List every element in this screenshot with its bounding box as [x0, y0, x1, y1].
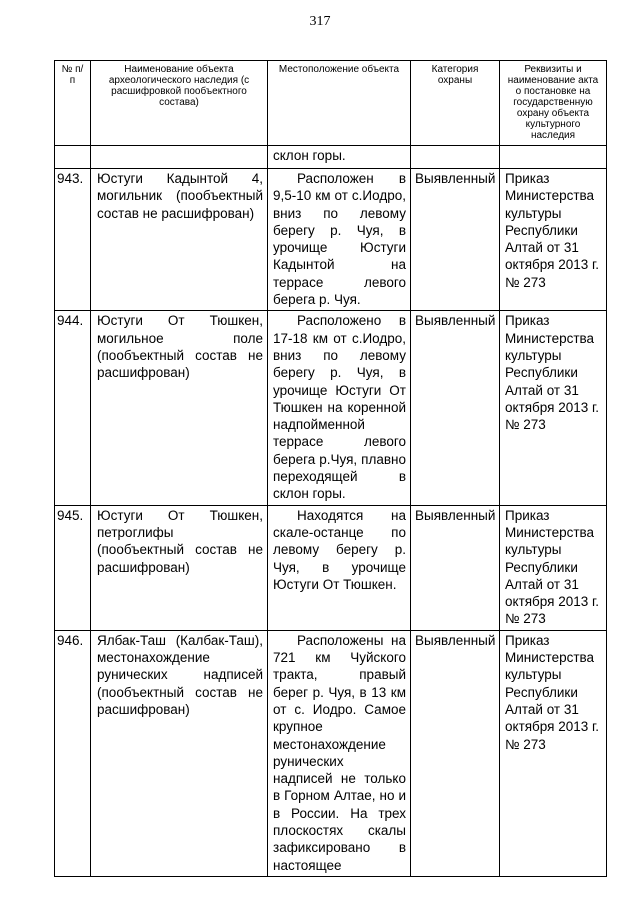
cell-requisites: Приказ Министерства культуры Республики Алтай от 31 октября 2013 г. № 273 — [500, 505, 607, 630]
heritage-registry-table — [54, 60, 607, 877]
cell-category: Выявленный — [411, 630, 500, 876]
cell-empty — [55, 146, 91, 169]
cell-name: Юстуги От Тюшкен, могильное поле (пообъектный состав не расшифрован) — [91, 311, 268, 505]
cell-location: Расположено в 17-18 км от с.Иодро, вниз по левому берегу р. Чуя, в урочище Юстуги От Тюшкен на коренной надпойменной террасе левого берега р.Чуя, плавно переходящей в склон горы. — [268, 311, 411, 505]
cell-name: Юстуги Кадынтой 4, могильник (пообъектный состав не расшифрован) — [91, 169, 268, 311]
cell-category: Выявленный — [411, 505, 500, 630]
cell-num: 943. — [55, 169, 91, 311]
table-row — [55, 630, 607, 876]
header-location: Местоположение объекта — [268, 61, 411, 146]
cell-category: Выявленный — [411, 311, 500, 505]
cell-requisites: Приказ Министерства культуры Республики Алтай от 31 октября 2013 г. № 273 — [500, 630, 607, 876]
cell-num: 944. — [55, 311, 91, 505]
cell-requisites: Приказ Министерства культуры Республики Алтай от 31 октября 2013 г. № 273 — [500, 311, 607, 505]
table-row — [55, 311, 607, 505]
cell-empty — [500, 146, 607, 169]
cell-name: Юстуги От Тюшкен, петроглифы (пообъектный состав не расшифрован) — [91, 505, 268, 630]
cell-empty — [91, 146, 268, 169]
header-category: Категория охраны — [411, 61, 500, 146]
cell-name: Ялбак-Таш (Калбак-Таш), местонахождение рунических надписей (пообъектный состав не расшифрован) — [91, 630, 268, 876]
table-row — [55, 169, 607, 311]
header-num: № п/п — [55, 61, 91, 146]
table-row — [55, 505, 607, 630]
header-name: Наименование объекта археологического наследия (с расшифровкой пообъектного состава) — [91, 61, 268, 146]
page-number: 317 — [309, 14, 331, 29]
cell-empty — [411, 146, 500, 169]
table-row-continuation — [55, 146, 607, 169]
cell-location-continuation: склон горы. — [268, 146, 411, 169]
cell-num: 945. — [55, 505, 91, 630]
cell-location: Расположен в 9,5-10 км от с.Иодро, вниз по левому берегу р. Чуя, в урочище Юстуги Кадынтой на террасе левого берега р. Чуя. — [268, 169, 411, 311]
cell-location: Расположены на 721 км Чуйского тракта, правый берег р. Чуя, в 13 км от с. Иодро. Самое крупное местонахождение рунических надписей не только в Горном Алтае, но и в России. На трех плоскостях скалы зафиксировано в настоящее — [268, 630, 411, 876]
cell-num: 946. — [55, 630, 91, 876]
header-requisites: Реквизиты и наименование акта о постановке на государственную охрану объекта культурного наследия — [500, 61, 607, 146]
cell-location: Находятся на скале-останце по левому берегу р. Чуя, в урочище Юстуги От Тюшкен. — [268, 505, 411, 630]
cell-category: Выявленный — [411, 169, 500, 311]
table-header-row — [55, 61, 607, 146]
cell-requisites: Приказ Министерства культуры Республики Алтай от 31 октября 2013 г. № 273 — [500, 169, 607, 311]
